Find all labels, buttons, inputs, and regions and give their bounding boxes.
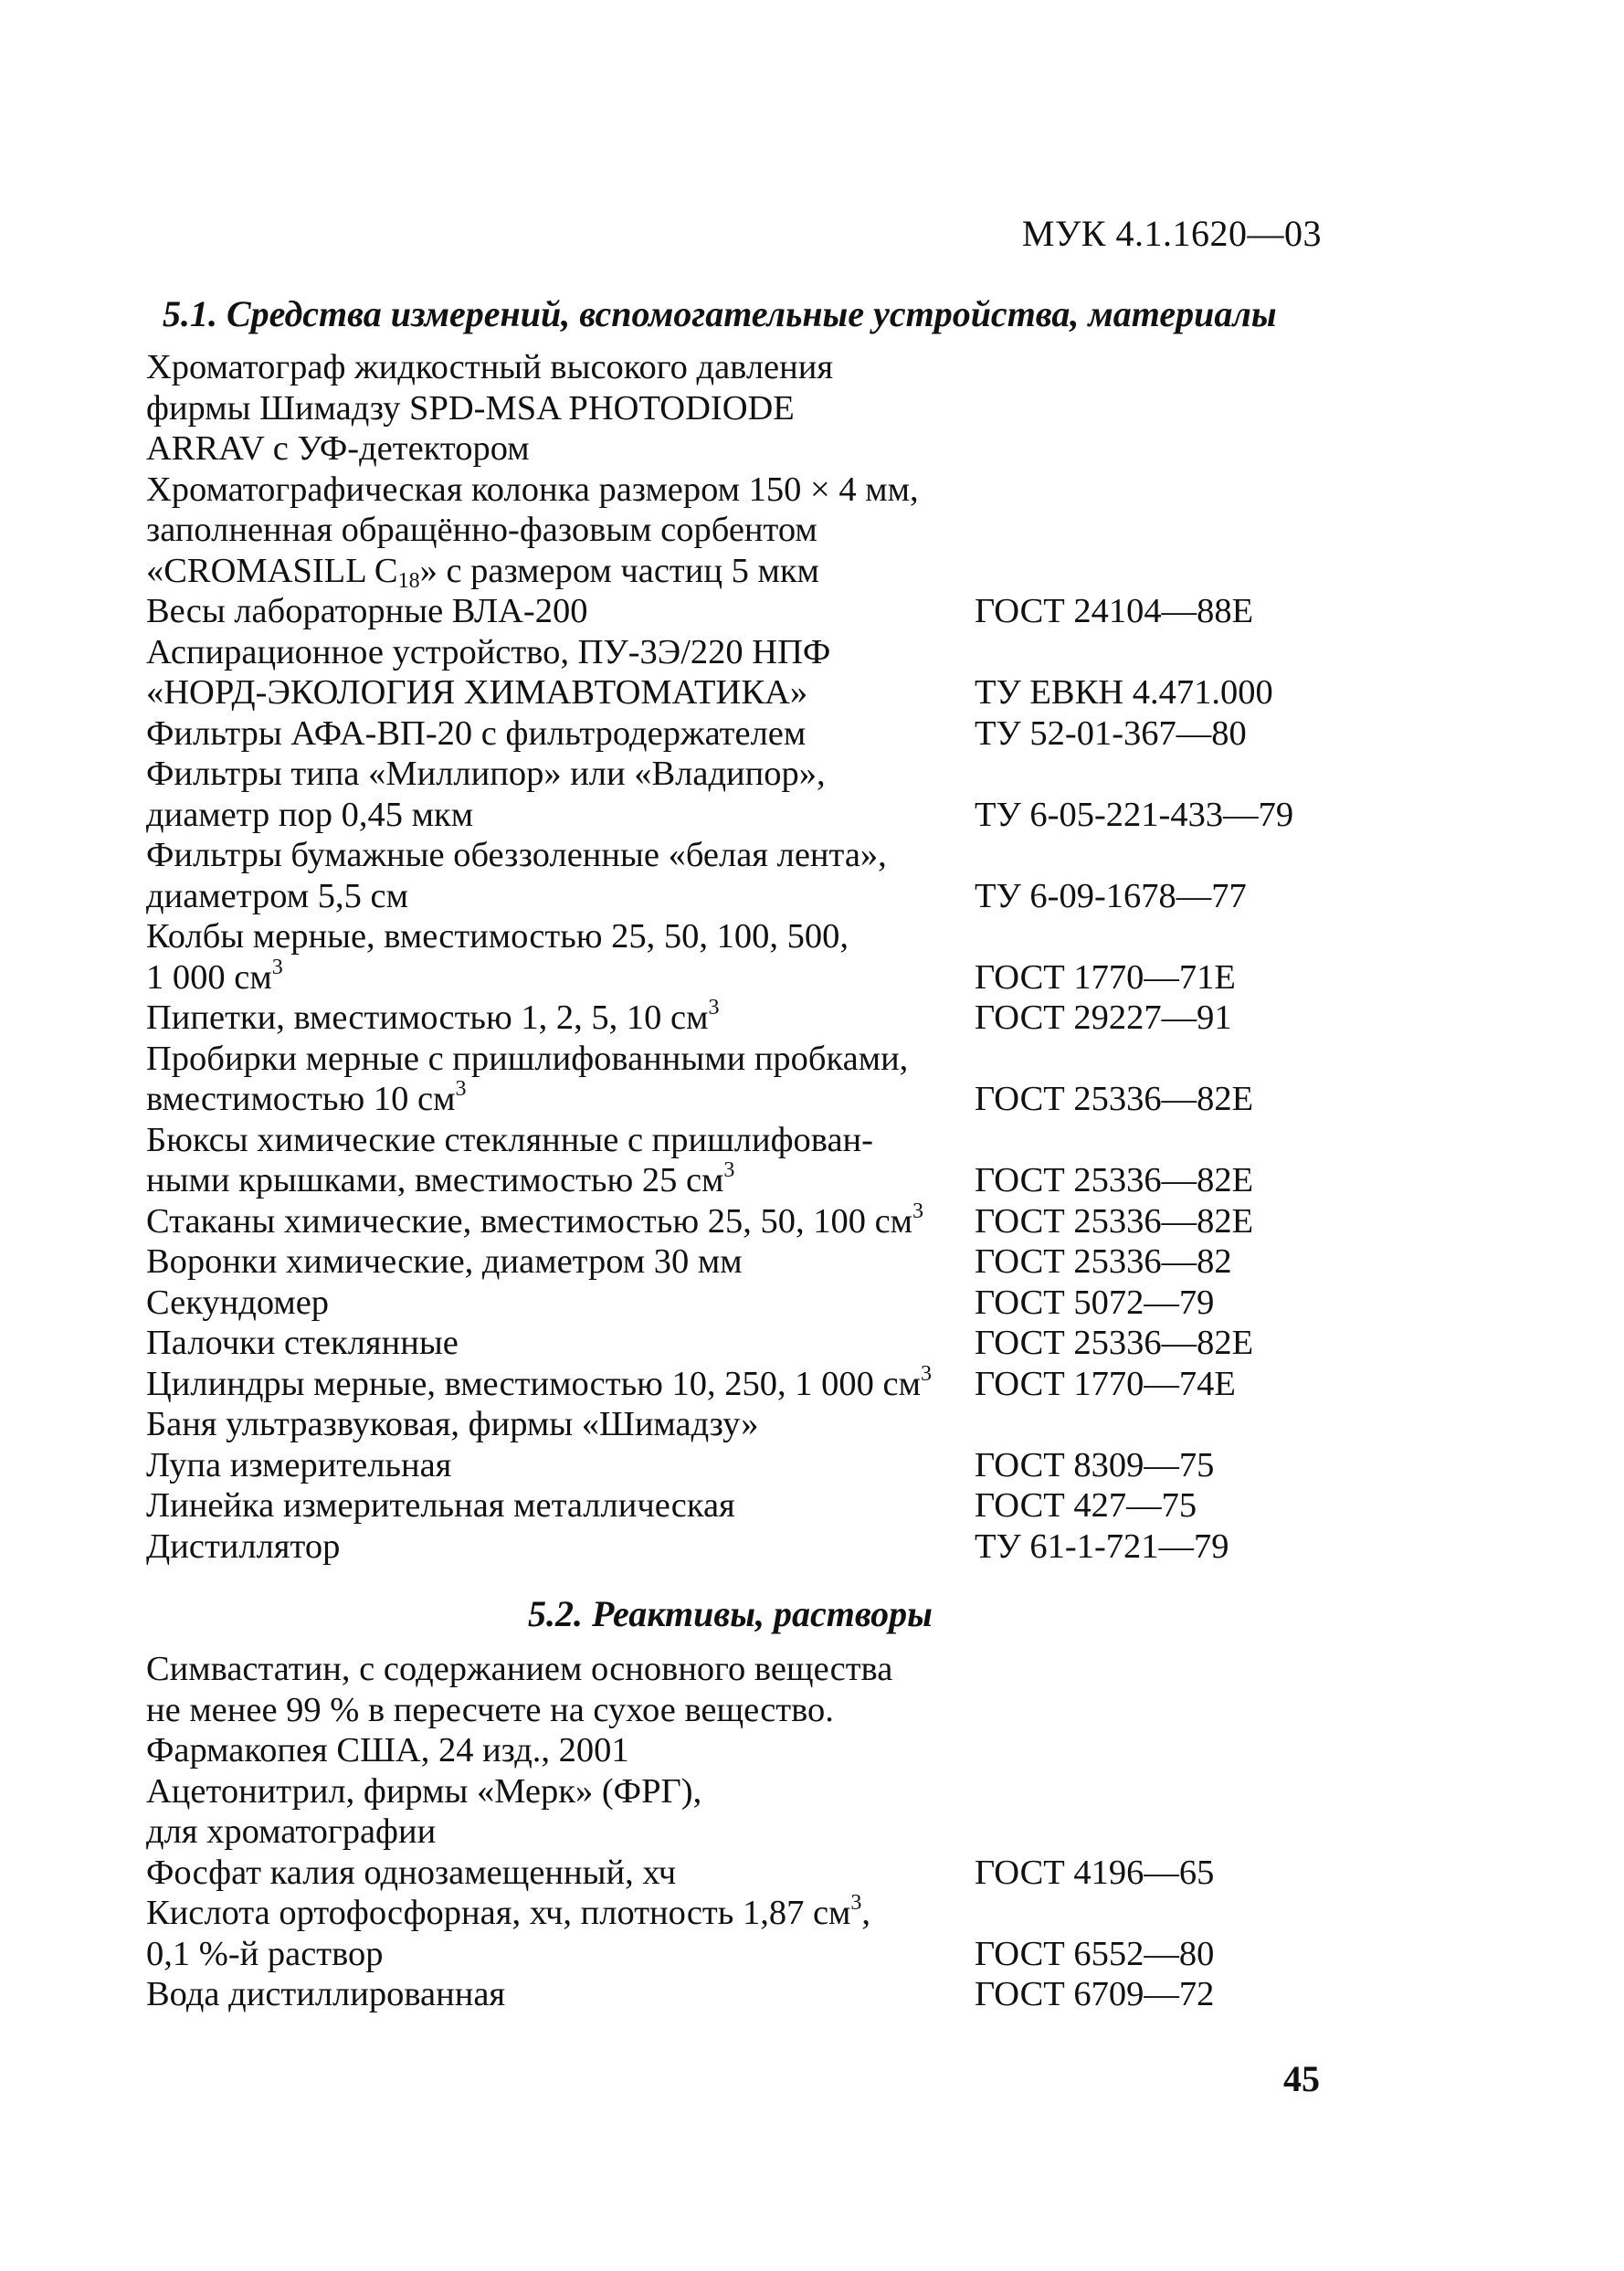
list-item [146, 998, 1361, 1039]
item-text: Колбы мерные, вместимостью 25, 50, 100, 500, [146, 917, 849, 956]
item-text: Весы лабораторные ВЛА-200 [146, 592, 588, 630]
list-item [146, 1853, 1361, 1894]
item-text: Хроматограф жидкостный высокого давления [146, 348, 834, 386]
item-text: Воронки химические, диаметром 30 мм [146, 1242, 743, 1281]
item-text: Фильтры АФА-ВП-20 с фильтродержателем [146, 713, 807, 753]
list-item [146, 1893, 1361, 1974]
list-item [146, 1649, 1361, 1771]
page-number: 45 [1283, 2058, 1320, 2099]
item-text: Бюксы химические стеклянные с пришлифован- [146, 1120, 873, 1159]
instruments-list [146, 347, 1361, 1567]
item-text: «НОРД-ЭКОЛОГИЯ ХИМАВТОМАТИКА» [146, 673, 808, 712]
item-text: Пипетки, вместимостью 1, 2, 5, 10 см [146, 998, 709, 1037]
list-item [146, 1404, 1361, 1445]
list-item [146, 1361, 1361, 1405]
item-standard: ГОСТ 25336—82Е [975, 1324, 1254, 1362]
item-standard: ГОСТ 4196—65 [975, 1853, 1215, 1892]
item-standard: ГОСТ 25336—82Е [975, 1080, 1254, 1118]
item-standard: ТУ 6-09-1678—77 [975, 876, 1247, 915]
list-item [146, 1485, 1361, 1526]
item-standard: ГОСТ 1770—71Е [975, 957, 1236, 997]
list-item [146, 470, 1361, 592]
list-item [146, 1323, 1361, 1364]
item-text: Фосфат калия однозамещенный, хч [146, 1853, 677, 1892]
item-text: Симвастатин, с содержанием основного вещества [146, 1650, 893, 1688]
item-text: Секундомер [146, 1283, 330, 1322]
item-text: Пробирки мерные с пришлифованными пробками, [146, 1039, 909, 1078]
item-standard: ТУ 52-01-367—80 [975, 713, 1247, 753]
list-item [146, 1445, 1361, 1486]
item-standard: ГОСТ 6709—72 [975, 1975, 1215, 2013]
item-text: заполненная обращённо-фазовым сорбентом [146, 511, 817, 549]
item-standard: ГОСТ 1770—74Е [975, 1364, 1236, 1403]
item-text: Палочки стеклянные [146, 1324, 459, 1362]
item-standard: ГОСТ 25336—82Е [975, 1201, 1254, 1241]
list-item [146, 347, 1361, 470]
item-text: Баня ультразвуковая, фирмы «Шимадзу» [146, 1405, 759, 1443]
item-text: » с размером частиц 5 мкм [419, 551, 819, 590]
item-text: вместимостью 10 см [146, 1080, 456, 1118]
section-title-instruments: 5.1. Средства измерений, вспомогательные устройства, материалы [163, 293, 1277, 334]
item-text: Ацетонитрил, фирмы «Мерк» (ФРГ), [146, 1771, 702, 1811]
item-text: , [861, 1894, 871, 1932]
list-item [146, 713, 1361, 755]
item-text: Аспирационное устройство, ПУ-3Э/220 НПФ [146, 632, 831, 671]
item-standard: ГОСТ 427—75 [975, 1486, 1197, 1525]
item-text: не менее 99 % в пересчете на сухое вещество. [146, 1690, 834, 1729]
list-item [146, 1201, 1361, 1242]
item-standard: ГОСТ 25336—82Е [975, 1161, 1254, 1199]
reagents-list [146, 1649, 1361, 2015]
list-item [146, 1120, 1361, 1201]
list-item [146, 1974, 1361, 2015]
item-text: для хроматографии [146, 1812, 437, 1851]
item-text: Фильтры бумажные обеззоленные «белая лента», [146, 836, 887, 874]
list-item [146, 1283, 1361, 1324]
item-standard: ГОСТ 29227—91 [975, 998, 1232, 1037]
superscript: 3 [271, 955, 283, 979]
item-text: Фармакопея США, 24 изд., 2001 [146, 1731, 629, 1769]
item-text: Линейка измерительная металлическая [146, 1486, 735, 1525]
item-standard: ГОСТ 25336—82 [975, 1242, 1232, 1281]
item-text: Вода дистиллированная [146, 1975, 506, 2013]
item-text: Дистиллятор [146, 1526, 341, 1566]
list-item [146, 835, 1361, 916]
item-text: ными крышками, вместимостью 25 см [146, 1161, 724, 1199]
superscript: 3 [850, 1891, 862, 1915]
item-text: «CROMASILL C [146, 551, 398, 590]
item-standard: ГОСТ 5072—79 [975, 1283, 1215, 1322]
item-text: Фильтры типа «Миллипор» или «Владипор», [146, 755, 826, 793]
list-item [146, 1526, 1361, 1568]
list-item [146, 632, 1361, 713]
item-standard: ТУ 61-1-721—79 [975, 1526, 1229, 1566]
item-standard: ГОСТ 6552—80 [975, 1934, 1215, 1973]
item-text: диаметр пор 0,45 мкм [146, 795, 474, 834]
item-text: 1 000 см [146, 957, 272, 997]
item-text: Цилиндры мерные, вместимостью 10, 250, 1 000 см [146, 1364, 921, 1403]
list-item [146, 1039, 1361, 1120]
list-item [146, 916, 1361, 998]
superscript: 3 [921, 1361, 932, 1386]
superscript: 3 [723, 1158, 735, 1182]
section-title-reagents: 5.2. Реактивы, растворы [528, 1593, 933, 1634]
item-text: фирмы Шимадзу SPD-MSA PHOTODIODE [146, 388, 795, 428]
subscript: 18 [397, 568, 420, 593]
superscript: 3 [708, 996, 720, 1019]
list-item [146, 1771, 1361, 1853]
superscript: 3 [455, 1077, 467, 1101]
item-text: Хроматографическая колонка размером 150 × 4 мм, [146, 470, 919, 509]
document-code: МУК 4.1.1620—03 [1021, 213, 1322, 254]
superscript: 3 [912, 1199, 924, 1223]
item-text: Кислота ортофосфорная, хч, плотность 1,87 см [146, 1894, 851, 1932]
item-text: 0,1 %-й раствор [146, 1934, 384, 1973]
item-text: диаметром 5,5 см [146, 876, 408, 915]
item-text: ARRAV с УФ-детектором [146, 429, 530, 468]
list-item [146, 591, 1361, 632]
list-item [146, 754, 1361, 835]
item-standard: ТУ ЕВКН 4.471.000 [975, 673, 1273, 712]
item-text: Стаканы химические, вместимостью 25, 50, 100 см [146, 1201, 913, 1241]
item-standard: ТУ 6-05-221-433—79 [975, 795, 1294, 834]
list-item [146, 1241, 1361, 1283]
item-text: Лупа измерительная [146, 1445, 452, 1484]
item-standard: ГОСТ 8309—75 [975, 1445, 1215, 1484]
item-standard: ГОСТ 24104—88Е [975, 592, 1254, 630]
